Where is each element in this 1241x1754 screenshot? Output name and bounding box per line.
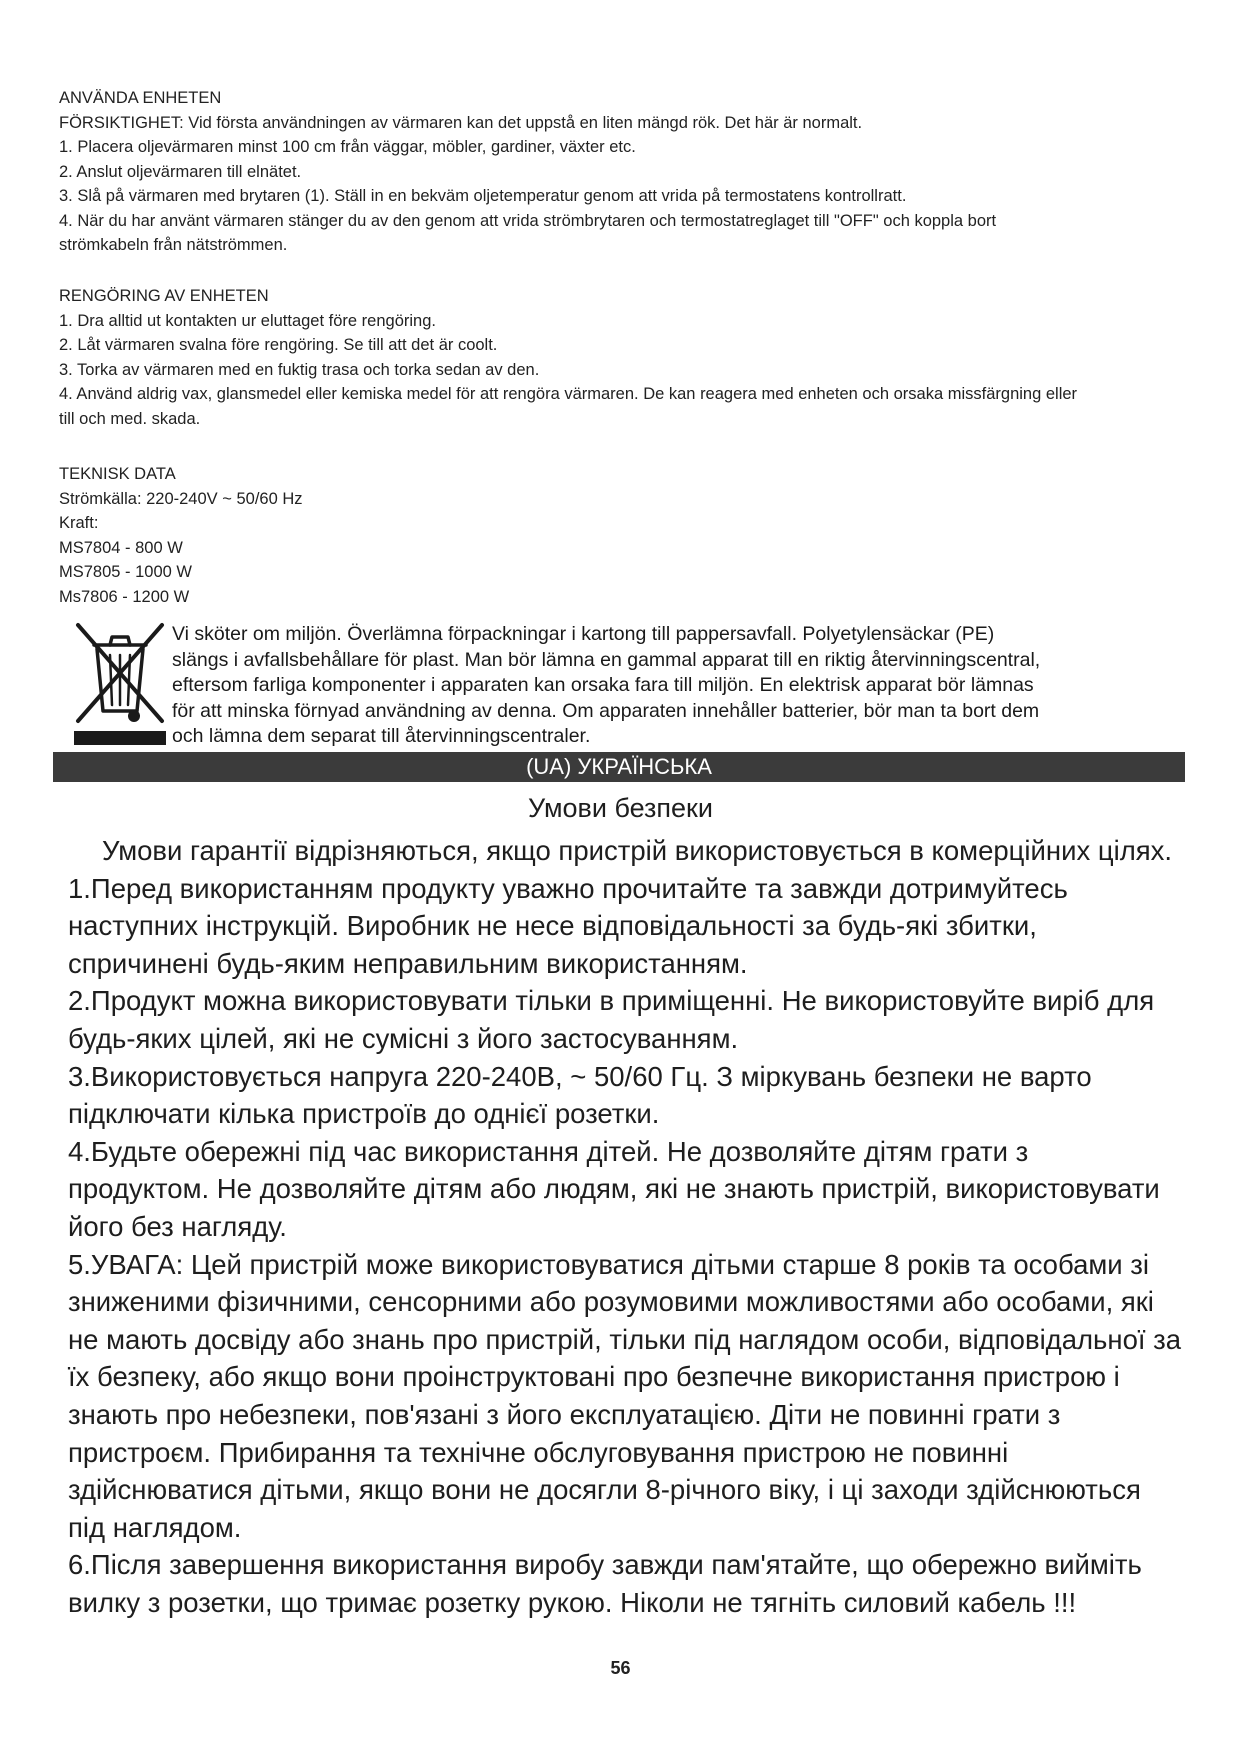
paragraph-line: здійснюватися дітьми, якщо вони не досягли 8-річного віку, і ці заходи здійснюються — [68, 1474, 1141, 1506]
paragraph-line: för att minska förnyad användning av denna. Om apparaten innehåller batterier, bör man ta bort dem — [172, 699, 1040, 722]
paragraph-line: 2. Låt värmaren svalna före rengöring. Se till att det är coolt. — [59, 336, 498, 354]
paragraph-line: 4. När du har använt värmaren stänger du av den genom att vrida strömbrytaren och termostatreglaget till "OFF" och koppla bort — [59, 211, 997, 230]
paragraph-line: його без нагляду. — [68, 1210, 287, 1242]
safety-conditions-text — [68, 832, 1188, 1621]
paragraph-line: спричинені будь-яким неправильним використанням. — [68, 947, 748, 979]
paragraph-line: strömkabeln från nätströmmen. — [59, 236, 288, 254]
language-banner: (UA) УКРАЇНСЬКА — [53, 752, 1185, 782]
paragraph-line: 1.Перед використанням продукту уважно прочитайте та завжди дотримуйтесь — [68, 872, 1068, 904]
paragraph-line: Vi sköter om miljön. Överlämna förpackningar i kartong till pappersavfall. Polyetylensäckar (PE) — [172, 623, 995, 645]
paragraph-line: 3. Slå på värmaren med brytaren (1). Ställ in en bekväm oljetemperatur genom att vrida på termostatens kontrollratt. — [59, 187, 907, 205]
spec-line: MS7805 - 1000 W — [59, 563, 192, 581]
paragraph-line: будь-яких цілей, які не сумісні з його застосуванням. — [68, 1022, 739, 1054]
paragraph-line: пристроєм. Прибирання та технічне обслуговування пристрою не повинні — [68, 1436, 1009, 1468]
paragraph-line: till och med. skada. — [59, 409, 201, 428]
spec-line: Ms7806 - 1200 W — [59, 587, 190, 606]
paragraph-line: Умови гарантії відрізняються, якщо пристрій використовується в комерційних цілях. — [102, 835, 1173, 866]
paragraph-line: не мають досвіду або знань про пристрій, тільки під наглядом особи, відповідальної за — [68, 1323, 1182, 1355]
paragraph-line: підключати кілька пристроїв до однієї розетки. — [68, 1098, 660, 1130]
recycling-notice — [172, 622, 1202, 750]
section-heading: RENGÖRING AV ENHETEN — [59, 287, 269, 305]
paragraph-line: 4.Будьте обережні під час використання дітей. Не дозволяйте дітям грати з — [68, 1135, 1029, 1167]
paragraph-line: наступних інструкцій. Виробник не несе відповідальності за будь-які збитки, — [68, 910, 1037, 942]
section-using-unit — [59, 86, 1189, 258]
paragraph-line: och lämna dem separat till återvinningscentraler. — [172, 725, 591, 748]
paragraph-line: 3.Використовується напруга 220-240В, ~ 50/60 Гц. З міркувань безпеки не варто — [68, 1060, 1092, 1092]
paragraph-line: знають про небезпеки, пов'язані з його експлуатацією. Діти не повинні грати з — [68, 1398, 1061, 1430]
section-heading: ANVÄNDA ENHETEN — [59, 89, 222, 107]
crossed-out-wheelie-bin-icon — [70, 615, 170, 750]
paragraph-line: під наглядом. — [68, 1511, 242, 1543]
paragraph-line: 1. Placera oljevärmaren minst 100 cm från väggar, möbler, gardiner, växter etc. — [59, 138, 636, 156]
paragraph-line: 2.Продукт можна використовувати тільки в приміщенні. Не використовуйте виріб для — [68, 985, 1155, 1017]
spec-line: Strömkälla: 220-240V ~ 50/60 Hz — [59, 489, 303, 508]
paragraph-line: зниженими фізичними, сенсорними або розумовими можливостями або особами, які — [68, 1286, 1154, 1318]
paragraph-line: eftersom farliga komponenter i apparaten kan orsaka fara till miljön. En elektrisk apparat bör lämnas — [172, 674, 1034, 697]
paragraph-line: slängs i avfallsbehållare för plast. Man bör lämna en gammal apparat till en riktig återvinningscentral, — [172, 648, 1041, 671]
paragraph-line: 4. Använd aldrig vax, glansmedel eller kemiska medel för att rengöra värmaren. De kan reagera med enheten och orsaka missfärgning eller — [59, 385, 1078, 403]
paragraph-line: 5.УВАГА: Цей пристрій може використовуватися дітьми старше 8 років та особами зі — [68, 1248, 1150, 1280]
paragraph-line: 1. Dra alltid ut kontakten ur eluttaget före rengöring. — [59, 311, 436, 330]
paragraph-line: продуктом. Не дозволяйте дітям або людям, які не знають пристрій, використовувати — [68, 1173, 1160, 1205]
spec-line: Kraft: — [59, 514, 99, 532]
section-title: Умови безпеки — [528, 793, 713, 823]
paragraph-line: 2. Anslut oljevärmaren till elnätet. — [59, 162, 302, 181]
section-cleaning — [59, 284, 1189, 431]
paragraph-line: 3. Torka av värmaren med en fuktig trasa och torka sedan av den. — [59, 360, 540, 379]
spec-line: MS7804 - 800 W — [59, 538, 183, 557]
paragraph-line: їх безпеку, або якщо вони проінструктовані про безпечне використання пристрою і — [68, 1361, 1120, 1393]
paragraph-line: вилку з розетки, що тримає розетку рукою. Ніколи не тягніть силовий кабель !!! — [68, 1586, 1077, 1618]
section-heading: TEKNISK DATA — [59, 465, 176, 483]
paragraph-line: 6.Після завершення використання виробу завжди пам'ятайте, що обережно вийміть — [68, 1549, 1142, 1581]
paragraph-line: FÖRSIKTIGHET: Vid första användningen av värmaren kan det uppstå en liten mängd rök. Det här är normalt. — [59, 113, 863, 132]
section-technical-data — [59, 462, 1189, 609]
page-number: 56 — [610, 1658, 631, 1678]
